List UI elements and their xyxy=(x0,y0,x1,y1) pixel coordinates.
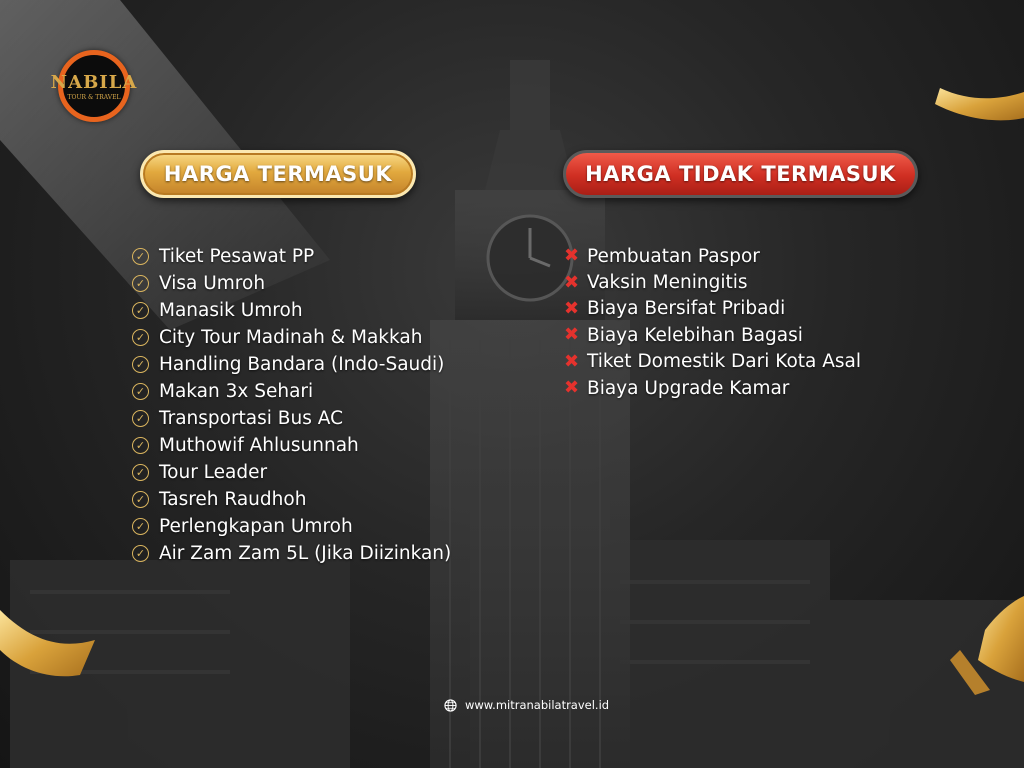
list-item xyxy=(132,513,451,540)
x-mark-icon: ✖ xyxy=(563,377,580,399)
excluded-item-text: Biaya Kelebihan Bagasi xyxy=(587,324,803,346)
included-item-text: Visa Umroh xyxy=(159,273,266,294)
list-item xyxy=(132,486,451,513)
included-heading-pill xyxy=(140,150,416,198)
list-item xyxy=(563,322,861,348)
check-circle-icon: ✓ xyxy=(132,518,149,535)
list-item xyxy=(563,243,861,269)
excluded-item-text: Biaya Upgrade Kamar xyxy=(587,377,790,399)
included-item-text: Tour Leader xyxy=(159,462,268,483)
logo-subtitle: TOUR & TRAVEL xyxy=(67,93,121,101)
check-circle-icon: ✓ xyxy=(132,356,149,373)
x-mark-icon: ✖ xyxy=(563,297,580,319)
x-mark-icon: ✖ xyxy=(563,245,580,267)
excluded-item-text: Tiket Domestik Dari Kota Asal xyxy=(587,351,862,373)
globe-icon xyxy=(444,699,457,712)
gold-ribbon-top-right xyxy=(935,88,1024,120)
excluded-heading: HARGA TIDAK TERMASUK xyxy=(585,162,896,186)
website-link[interactable]: www.mitranabilatravel.id xyxy=(465,698,610,712)
included-item-text: Manasik Umroh xyxy=(159,300,303,321)
included-item-text: Tiket Pesawat PP xyxy=(159,246,315,267)
included-item-text: City Tour Madinah & Makkah xyxy=(159,327,423,348)
list-item xyxy=(132,324,451,351)
excluded-heading-pill xyxy=(563,150,918,198)
list-item xyxy=(132,405,451,432)
excluded-list xyxy=(563,243,861,401)
logo-wordmark: NABILA xyxy=(50,71,138,93)
included-list xyxy=(132,243,451,567)
list-item xyxy=(132,270,451,297)
brand-logo xyxy=(50,50,138,122)
list-item xyxy=(563,296,861,322)
x-mark-icon: ✖ xyxy=(563,271,580,293)
x-mark-icon: ✖ xyxy=(563,350,580,372)
check-circle-icon: ✓ xyxy=(132,437,149,454)
list-item xyxy=(132,351,451,378)
list-item xyxy=(563,269,861,295)
footer-website xyxy=(444,698,609,712)
included-heading: HARGA TERMASUK xyxy=(163,162,393,186)
list-item xyxy=(563,349,861,375)
list-item xyxy=(132,432,451,459)
included-item-text: Perlengkapan Umroh xyxy=(159,516,353,537)
excluded-item-text: Vaksin Meningitis xyxy=(587,272,748,294)
x-mark-icon: ✖ xyxy=(563,324,580,346)
included-item-text: Air Zam Zam 5L (Jika Diizinkan) xyxy=(159,543,452,564)
excluded-item-text: Pembuatan Paspor xyxy=(587,245,760,267)
check-circle-icon: ✓ xyxy=(132,545,149,562)
check-circle-icon: ✓ xyxy=(132,491,149,508)
list-item xyxy=(132,540,451,567)
included-item-text: Transportasi Bus AC xyxy=(159,408,343,429)
excluded-item-text: Biaya Bersifat Pribadi xyxy=(587,298,786,320)
list-item xyxy=(132,243,451,270)
check-circle-icon: ✓ xyxy=(132,248,149,265)
list-item xyxy=(563,375,861,401)
included-item-text: Handling Bandara (Indo-Saudi) xyxy=(159,354,445,375)
check-circle-icon: ✓ xyxy=(132,275,149,292)
check-circle-icon: ✓ xyxy=(132,383,149,400)
included-item-text: Tasreh Raudhoh xyxy=(159,489,307,510)
list-item xyxy=(132,459,451,486)
list-item xyxy=(132,378,451,405)
included-item-text: Muthowif Ahlusunnah xyxy=(159,435,359,456)
check-circle-icon: ✓ xyxy=(132,410,149,427)
check-circle-icon: ✓ xyxy=(132,464,149,481)
list-item xyxy=(132,297,451,324)
check-circle-icon: ✓ xyxy=(132,329,149,346)
included-item-text: Makan 3x Sehari xyxy=(159,381,314,402)
check-circle-icon: ✓ xyxy=(132,302,149,319)
